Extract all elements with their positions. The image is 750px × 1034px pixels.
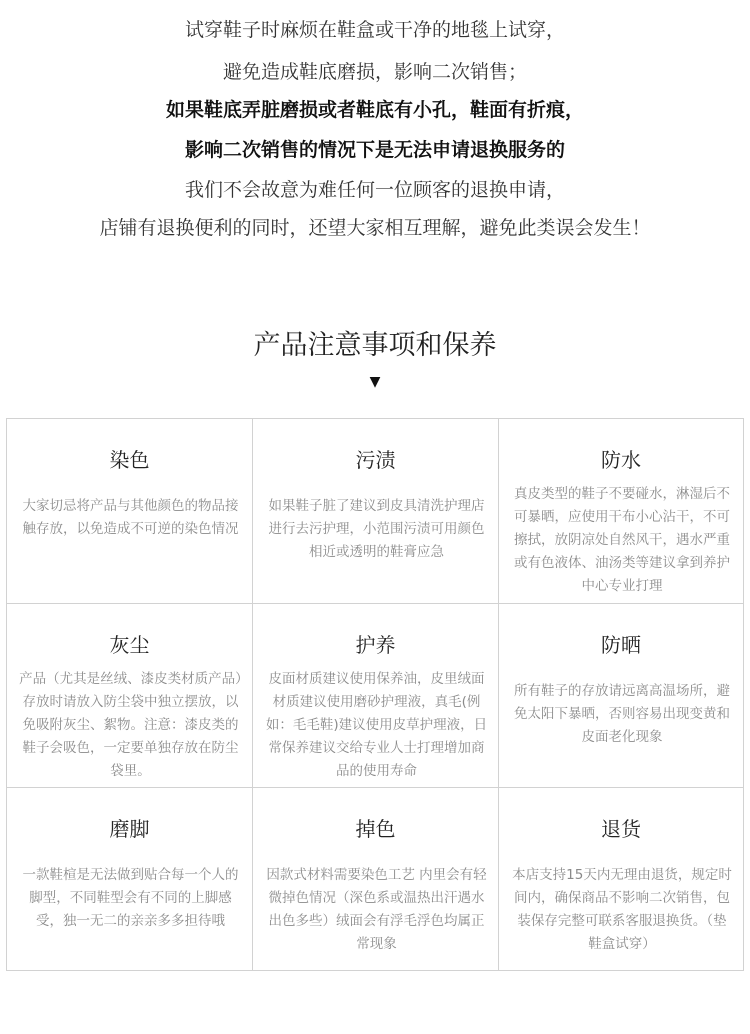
care-card-color-fading [253, 788, 499, 971]
care-card-waterproof [499, 419, 744, 604]
down-triangle-icon: ▼ [369, 374, 381, 390]
care-card-returns [499, 788, 744, 971]
care-grid [6, 418, 744, 971]
care-card-title: 护养 [355, 633, 396, 657]
care-card-title: 退货 [601, 817, 641, 841]
care-card-body: 大家切忌将产品与其他颜色的物品接触存放，以免造成不可逆的染色情况 [22, 498, 239, 537]
notice-line: 避免造成鞋底磨损，影响二次销售； [222, 61, 527, 83]
care-card-body: 因款式材料需要染色工艺 内里会有轻微掉色情况（深色系或温热出汗遇水出色多些）绒面会有浮毛浮色均属正常现象 [266, 867, 487, 952]
care-card-dust [7, 604, 253, 788]
notice-line: 我们不会故意为难任何一位顾客的退换申请， [184, 179, 565, 201]
care-card-title: 污渍 [355, 448, 396, 472]
notice-line-emphasis: 影响二次销售的情况下是无法申请退换服务的 [184, 139, 565, 161]
care-card-chafing [7, 788, 253, 971]
care-card-body: 皮面材质建议使用保养油，皮里绒面材质建议使用磨砂护理液，真毛(例如：毛毛鞋)建议使用皮草护理液，日常保养建议交给专业人士打理增加商品的使用寿命 [265, 671, 488, 779]
care-card-body: 产品（尤其是丝绒、漆皮类材质产品）存放时请放入防尘袋中独立摆放，以免吸附灰尘、絮物。注意：漆皮类的鞋子会吸色，一定要单独存放在防尘袋里。 [19, 671, 242, 779]
care-card-title: 灰尘 [109, 633, 150, 657]
notice-line: 店铺有退换便利的同时，还望大家相互理解，避免此类误会发生！ [99, 217, 651, 239]
care-card-dyeing [7, 419, 253, 604]
notice-line-emphasis: 如果鞋底弄脏磨损或者鞋底有小孔，鞋面有折痕， [165, 99, 584, 121]
care-card-title: 染色 [109, 448, 150, 472]
care-card-title: 防晒 [601, 633, 641, 657]
care-card-stains [253, 419, 499, 604]
care-card-title: 磨脚 [109, 817, 150, 841]
care-card-body: 如果鞋子脏了建议到皮具清洗护理店进行去污护理，小范围污渍可用颜色相近或透明的鞋膏应急 [268, 498, 485, 560]
section-title: 产品注意事项和保养 [253, 330, 497, 361]
care-card-maintenance [253, 604, 499, 788]
care-card-title: 防水 [601, 448, 641, 472]
care-card-sun-protection [499, 604, 744, 788]
notice-line: 试穿鞋子时麻烦在鞋盒或干净的地毯上试穿， [184, 19, 565, 41]
care-card-body: 所有鞋子的存放请远离高温场所，避免太阳下暴晒，否则容易出现变黄和皮面老化现象 [514, 683, 730, 745]
care-card-body: 一款鞋楦是无法做到贴合每一个人的脚型，不同鞋型会有不同的上脚感受，独一无二的亲亲多多担待哦 [22, 867, 239, 929]
care-card-body: 本店支持15天内无理由退货，规定时间内，确保商品不影响二次销售，包装保存完整可联系客服退换货。（垫鞋盒试穿） [512, 867, 732, 952]
care-card-title: 掉色 [355, 817, 396, 841]
care-card-body: 真皮类型的鞋子不要碰水，淋湿后不可暴晒，应使用干布小心沾干，不可擦拭，放阴凉处自然风干，遇水严重或有色液体、油汤类等建议拿到养护中心专业打理 [514, 486, 730, 594]
